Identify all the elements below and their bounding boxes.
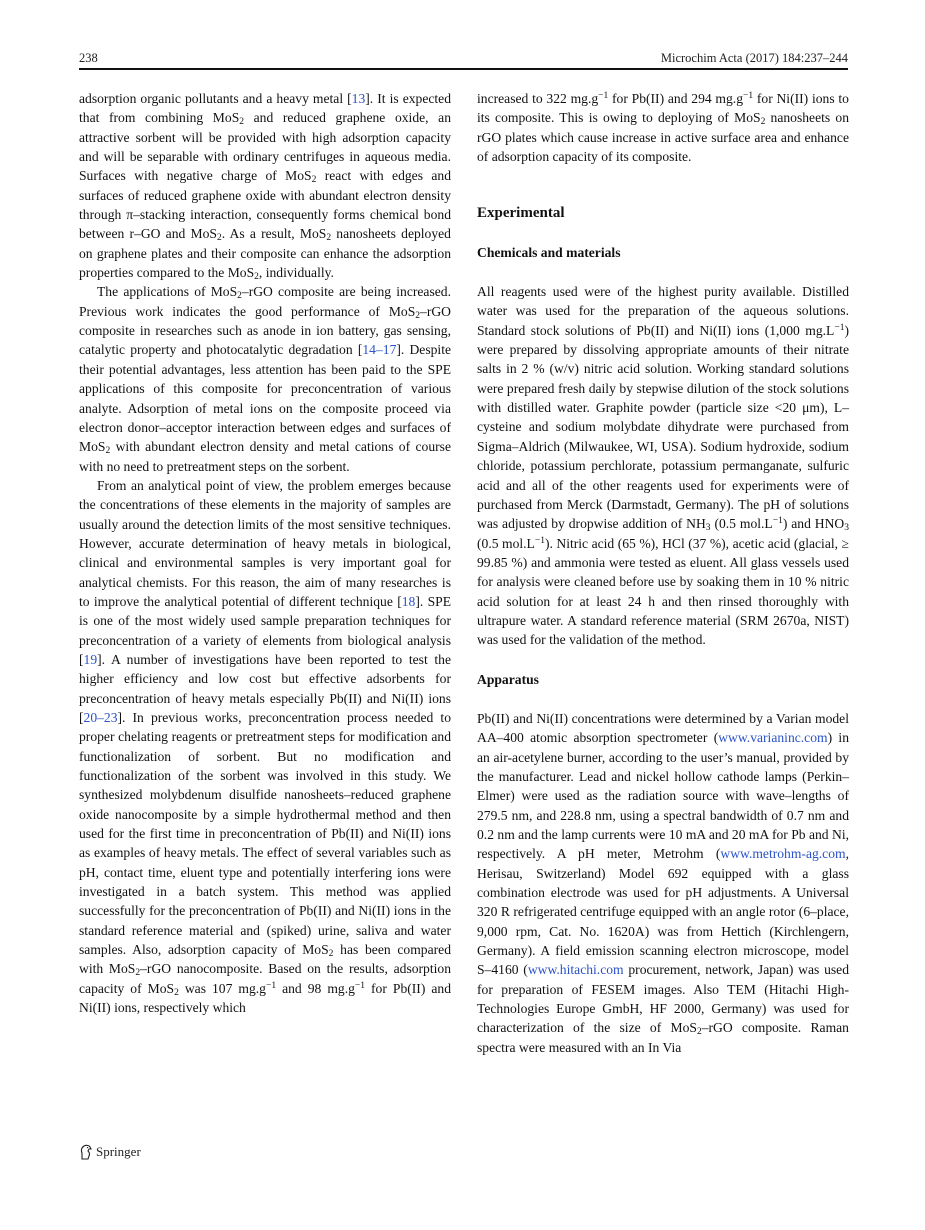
paragraph: All reagents used were of the highest purity available. Distilled water was used for the preparation of the aqueous solutions. Standard stock solutions of Pb(II) and Ni(II) ions (1,000 $mg.L^{-1}$) were prepared by dissolving appropriate amounts of their nitrate salts in 2 % (w/v) nitric acid solution. Working standard solutions were prepared fresh daily by stepwise dilution of the stock solutions with distilled water. Graphite powder (particle size <20 μm), L–cysteine and sodium molybdate dihydrate were purchased from Sigma–Aldrich (Milwaukee, WI, USA). Sodium hydroxide, sodium chloride, potassium perchlorate, potassium permanganate, sulfuric acid and all of the other reagents used for experiments were of purchased from Merck (Darmstadt, Germany). The pH of solutions was adjusted by dropwise addition of $NH_3$ (0.5 $mol.L^{-1}$) and $HNO_3$ (0.5 $mol.L^{-1}$). Nitric acid (65 %), HCl (37 %), acetic acid (glacial, ≥ 99.85 %) and ammonia were tested as eluent. All glass vessels used for analysis were cleaned before use by soaking them in 10 % nitric acid solution for at least 24 h and then rinsed thoroughly with ultrapure water. A standard reference material (SRM 2670a, NIST) was used for the validation of the method. bbox=[477, 284, 849, 648]
header-rule bbox=[79, 68, 848, 70]
footer bbox=[79, 1144, 141, 1160]
springer-horse-icon bbox=[79, 1144, 93, 1160]
paragraph: increased to 322 $mg.g^{-1}$ for Pb(II) and 294 $mg.g^{-1}$ for Ni(II) ions to its composite. This is owing to deploying of MoS$_2$ nanosheets on rGO plates which cause increase in active surface area and enhance of adsorption capacity of its composite. bbox=[477, 91, 849, 165]
reference-link[interactable]: 20–23 bbox=[83, 710, 118, 725]
publisher-name: Springer bbox=[96, 1144, 141, 1159]
url-link-metrohm[interactable]: www.metrohm-ag.com bbox=[720, 846, 846, 862]
paragraph: From an analytical point of view, the problem emerges because the concentrations of these elements in the majority of samples are usually around the detection limits of the most sensitive techniques. However, accurate determination of heavy metals in biological, clinical and environmental samples is very important goal for analytical chemists. For this reason, the aim of many researches is to improve the analytical potential of different technique [18]. SPE is one of the most widely used sample preparation techniques for preconcentration of a variety of elements from biological analysis [19]. A number of investigations have been reported to test the higher efficiency and low cost but effective adsorbents for preconcentration of heavy metals especially Pb(II) and Ni(II) ions [20–23]. In previous works, preconcentration process needed to proper chelating reagents or pretreatment steps for modification and functionalization of sorbent. But no modification and functionalization of the sorbent was involved in this study. We synthesized molybdenum disulfide nanosheets–reduced graphene oxide nanocomposite by a simple hydrothermal method and then used for the first time in preconcentration of Pb(II) and Ni(II) ions as examples of heavy metals. The effect of several variables such as pH, contact time, eluent type and potentially interfering ions were investigated in a batch system. This method was applied successfully for the preconcentration of Pb(II) and Ni(II) ions in the standard reference material and (spiked) urine, saliva and water samples. Also, adsorption capacity of MoS$_2$ has been compared with MoS$_2$–rGO nanocomposite. Based on the results, adsorption capacity of MoS$_2$ was 107 $mg.g^{-1}$ and 98 $mg.g^{-1}$ for Pb(II) and Ni(II) ions, respectively which bbox=[79, 477, 452, 1016]
subsection-heading-apparatus: Apparatus bbox=[477, 671, 539, 687]
reference-link[interactable]: 13 bbox=[351, 91, 366, 106]
url-link-varian[interactable]: www.varianinc.com bbox=[718, 730, 828, 746]
reference-link[interactable]: 18 bbox=[401, 593, 416, 609]
subsection-heading-chemicals: Chemicals and materials bbox=[477, 244, 621, 260]
right-column bbox=[477, 89, 849, 1057]
page-number: 238 bbox=[79, 51, 98, 65]
url-link-hitachi[interactable]: www.hitachi.com bbox=[527, 962, 624, 978]
reference-link[interactable]: 14–17 bbox=[362, 342, 397, 358]
paragraph: Pb(II) and Ni(II) concentrations were determined by a Varian model AA–400 atomic absorption spectrometer (www.varianinc.com) in an air-acetylene burner, according to the user’s manual, provided by the manufacturer. Lead and nickel hollow cathode lamps (Perkin–Elmer) were used as the radiation source with wave–lengths of 279.5 nm, and 228.8 nm, using a spectral bandwidth of 0.7 nm and 0.2 nm and the lamp currents were 10 mA and 20 mA for Pb and Ni, respectively. A pH meter, Metrohm (www.metrohm-ag.com, Herisau, Switzerland) Model 692 equipped with a glass combination electrode was used for pH adjustments. A Universal 320 R refrigerated centrifuge equipped with an angle rotor (6–place, 9,000 rpm, Cat. No. 1620A) was from Hettich (Kirchlengern, Germany). A field emission scanning electron microscope, model S–4160 (www.hitachi.com procurement, network, Japan) was used for preparation of FESEM images. Also TEM (Hitachi High-Technologies Europe GmbH, HF 2000, Germany) was used for characterization of the size of MoS$_2$–rGO composite. Raman spectra were measured with an In Via bbox=[477, 710, 850, 1055]
left-column bbox=[79, 89, 451, 1018]
paragraph: adsorption organic pollutants and a heavy metal [13]. It is expected that from combining MoS$_2$ and reduced graphene oxide, an attractive sorbent will be provided with high adsorption capacity and will be separable with ordinary centrifuges in aqueous media. Surfaces with negative charge of MoS$_2$ react with edges and surfaces of reduced graphene oxide with abundant electron density through π–stacking interaction, consequently forms chemical bond between r–GO and MoS$_2$. As a result, MoS$_2$ nanosheets deployed on graphene plates and their composite can enhance the adsorption properties compared to the MoS$_2$, individually. bbox=[79, 91, 452, 283]
reference-link[interactable]: 19 bbox=[83, 651, 98, 667]
paragraph: The applications of MoS$_2$–rGO composite are being increased. Previous work indicates the good performance of MoS$_2$–rGO composite in researches such as anode in ion battery, gas sensing, catalytic property and photocatalytic degradation [14–17]. Despite their potential advantages, less attention has been paid to the SPE applications of this composite for preconcentration of various analyte. Adsorption of metal ions on the composite proceed via electron donor–acceptor interaction between edges and surfaces of MoS$_2$ with abundant electron density and metal cations of course with no need to pretreatment steps on the sorbent. bbox=[79, 284, 451, 474]
journal-citation: Microchim Acta (2017) 184:237–244 bbox=[660, 51, 848, 65]
section-heading-experimental: Experimental bbox=[477, 205, 565, 222]
